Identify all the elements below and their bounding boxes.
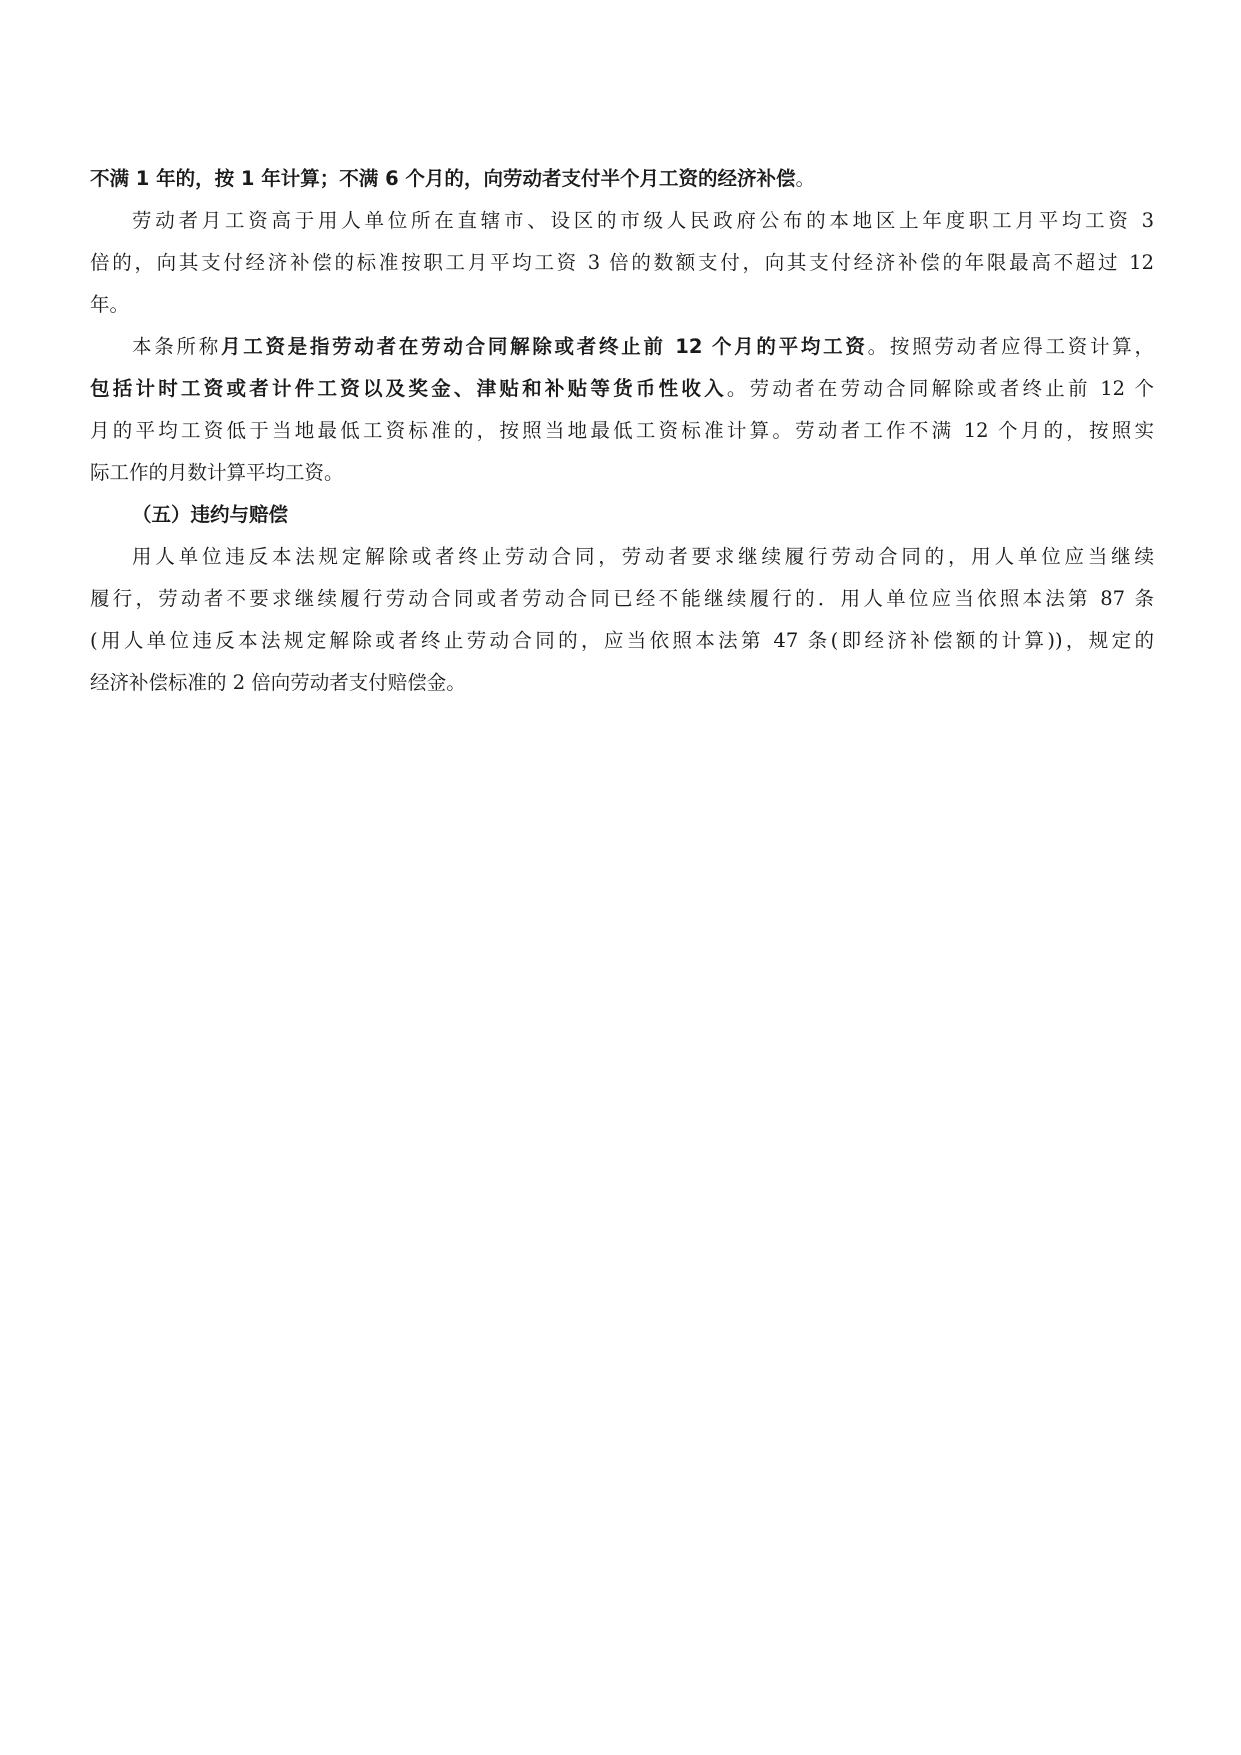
text: 本条所称 <box>132 335 221 358</box>
bold-text: 包括计时工资或者计件工资以及奖金、津贴和补贴等货币性收入 <box>90 377 727 400</box>
paragraph-line: 年。 <box>90 293 130 316</box>
paragraph-line: 劳动者月工资高于用人单位所在直辖市、设区的市级人民政府公布的本地区上年度职工月平均工资 3 <box>132 209 1154 232</box>
paragraph-line <box>90 368 1154 410</box>
paragraph-line: 用人单位违反本法规定解除或者终止劳动合同，劳动者要求继续履行劳动合同的，用人单位应当继续 <box>132 545 1154 568</box>
paragraph-breach-compensation <box>90 536 1154 704</box>
text: 。劳动者在劳动合同解除或者终止前 12 个 <box>726 377 1154 400</box>
paragraph-high-wage-cap <box>90 200 1154 326</box>
paragraph-line: 经济补偿标准的 2 倍向劳动者支付赔偿金。 <box>90 671 466 694</box>
bold-text: 不满 1 年的，按 1 年计算；不满 6 个月的，向劳动者支付半个月工资的经济补偿 <box>90 167 796 190</box>
paragraph-line: 履行，劳动者不要求继续履行劳动合同或者劳动合同已经不能继续履行的．用人单位应当依照本法第 87 条 <box>90 587 1154 610</box>
paragraph-compensation-rule <box>90 158 1154 200</box>
paragraph-line: 月的平均工资低于当地最低工资标准的，按照当地最低工资标准计算。劳动者工作不满 12 个月的，按照实 <box>90 419 1154 442</box>
paragraph-line: 际工作的月数计算平均工资。 <box>90 461 344 484</box>
section-heading: （五）违约与赔偿 <box>132 503 289 526</box>
paragraph-line: 倍的，向其支付经济补偿的标准按职工月平均工资 3 倍的数额支付，向其支付经济补偿的年限最高不超过 12 <box>90 251 1154 274</box>
paragraph-monthly-wage-definition <box>90 326 1154 494</box>
paragraph-line: (用人单位违反本法规定解除或者终止劳动合同的，应当依照本法第 47 条(即经济补偿额的计算))，规定的 <box>90 629 1154 652</box>
text: 。按照劳动者应得工资计算， <box>867 335 1154 358</box>
document-page <box>90 158 1154 704</box>
paragraph-line <box>90 326 1154 368</box>
bold-text: 月工资是指劳动者在劳动合同解除或者终止前 12 个月的平均工资 <box>220 335 868 358</box>
text: 。 <box>795 167 815 190</box>
